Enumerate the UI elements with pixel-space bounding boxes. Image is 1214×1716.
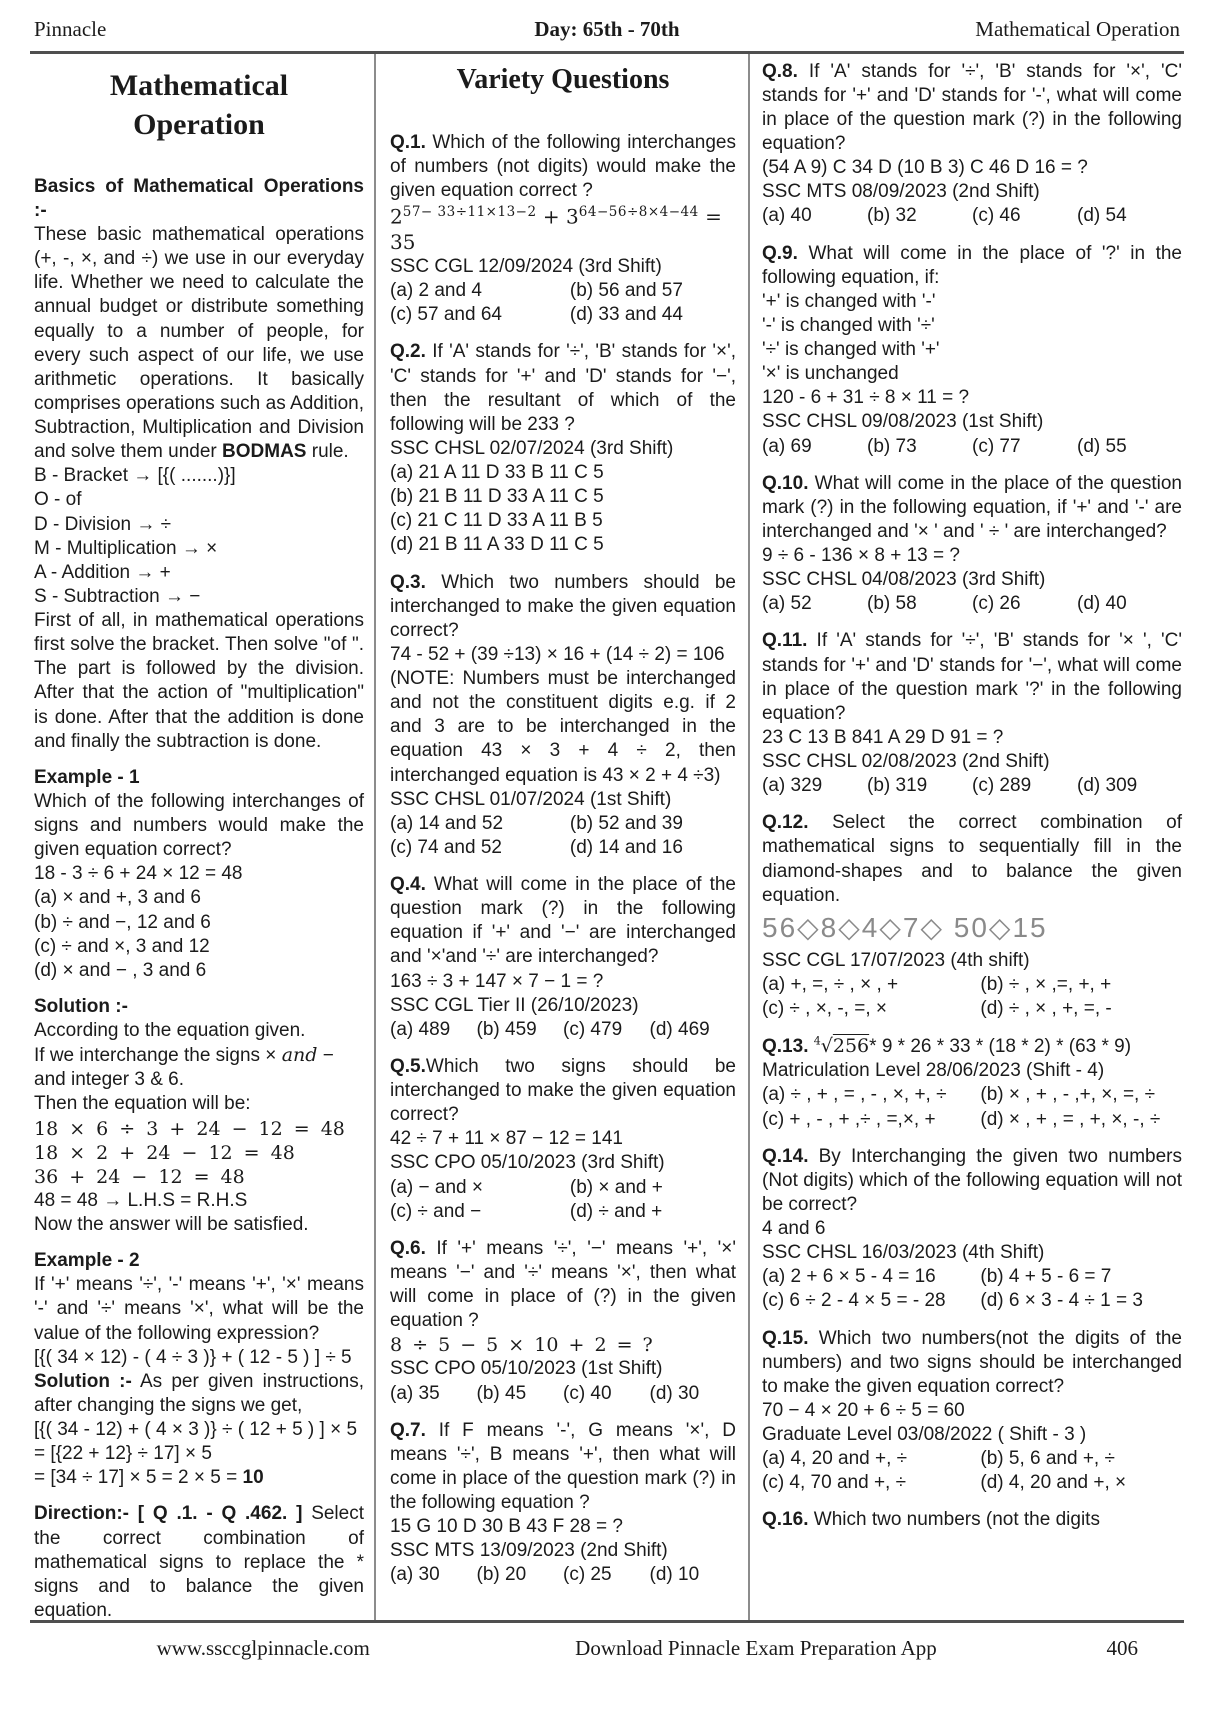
question-block-q6 (390, 1237, 736, 1406)
option-d: (d) 10 (649, 1564, 700, 1586)
question-number: Q.8. (762, 60, 798, 82)
question-text (762, 1034, 1182, 1059)
option-row (390, 1018, 736, 1042)
question-number: Q.5. (390, 1055, 426, 1077)
question-equation: 9 ÷ 6 - 136 × 8 + 13 = ? (762, 545, 960, 567)
page-header (0, 0, 1214, 51)
question-source: Matriculation Level 28/06/2023 (Shift - 4) (762, 1060, 1105, 1082)
question-number: Q.9. (762, 242, 798, 264)
question-source: SSC CHSL 04/08/2023 (3rd Shift) (762, 569, 1046, 591)
option-row (762, 1289, 1182, 1313)
column-middle (376, 54, 748, 1620)
question-equation: 15 G 10 D 30 B 43 F 28 = ? (390, 1516, 623, 1538)
variety-questions-title: Variety Questions (456, 63, 670, 95)
direction-text: Select the correct combination of mathematical signs to replace the * signs and to balance the given equation. (34, 1503, 364, 1620)
question-source: SSC CHSL 02/07/2024 (3rd Shift) (390, 437, 674, 459)
question-number: Q.6. (390, 1237, 426, 1259)
option-row (762, 774, 1182, 798)
option-c: (c) 57 and 64 (390, 304, 502, 326)
option-d: (d) 469 (649, 1018, 710, 1040)
question-block-q3 (390, 571, 736, 861)
option-b: (b) 319 (867, 775, 928, 797)
example1-option: (d) × and − , 3 and 6 (34, 959, 207, 981)
question-body: What will come in the place of '?' in the following equation, if: (762, 242, 1182, 288)
question-text (762, 472, 1182, 544)
option-b: (b) 21 B 11 D 33 A 11 C 5 (390, 486, 604, 508)
option-b: (b) × and + (569, 1176, 663, 1198)
option-a: (a) 4, 20 and +, ÷ (762, 1448, 908, 1470)
eq-exponent1: 57− 33÷11×13−2 (402, 203, 537, 220)
question-text (762, 1327, 1182, 1399)
question-text (762, 811, 1182, 908)
page-title-line1: Mathematical (109, 68, 289, 102)
direction-label: Direction:- [ Q .1. - Q .462. ] (34, 1503, 303, 1525)
solution1-math-line: 36 + 24 − 12 = 48 (34, 1165, 245, 1188)
option-row (390, 1200, 736, 1224)
option-a: (a) ÷ , + , = , - , ×, +, ÷ (762, 1084, 947, 1106)
page-footer (0, 1623, 1214, 1662)
question-number: Q.7. (390, 1419, 426, 1441)
option-d: (d) 55 (1077, 435, 1127, 457)
question-block-q16 (762, 1508, 1182, 1532)
option-d: (d) 33 and 44 (569, 304, 683, 326)
option-row (390, 303, 736, 327)
question-block-q12 (762, 811, 1182, 1021)
option-d: (d) 309 (1077, 775, 1138, 797)
example1-equation: 18 - 3 ÷ 6 + 24 × 12 = 48 (34, 863, 243, 885)
option-c: (c) 77 (972, 435, 1021, 457)
condition-line: '-' is changed with '÷' (762, 314, 935, 336)
example1-option: (c) ÷ and ×, 3 and 12 (34, 935, 210, 957)
condition-line: '÷' is changed with '+' (762, 339, 940, 361)
question-number: Q.16. (762, 1509, 809, 1531)
solution2-text: As per given instructions, after changing the signs we get, (34, 1370, 365, 1416)
question-block-q1 (390, 131, 736, 327)
option-b: (b) 459 (476, 1018, 537, 1040)
question-text (390, 340, 736, 437)
content-columns (30, 54, 1184, 1620)
question-equation: 74 - 52 + (39 ÷13) × 16 + (14 ÷ 2) = 106 (390, 643, 725, 665)
option-a: (a) 40 (762, 205, 812, 227)
question-equation: 120 - 6 + 31 ÷ 8 × 11 = ? (762, 387, 970, 409)
option-row (390, 1176, 736, 1200)
bodmas-line: B - Bracket → [{( .......)}] (34, 465, 236, 487)
basics-heading: Basics of Mathematical Operations :- (34, 175, 364, 221)
question-block-q4 (390, 873, 736, 1042)
given-numbers-line: 4 and 6 (762, 1218, 826, 1240)
option-c: (c) 479 (563, 1018, 623, 1040)
question-text (762, 60, 1182, 157)
option-b: (b) 32 (867, 205, 917, 227)
option-d: (d) 6 × 3 - 4 ÷ 1 = 3 (980, 1290, 1143, 1312)
example1-option: (a) × and +, 3 and 6 (34, 887, 201, 909)
option-row (762, 592, 1182, 616)
option-b: (b) 45 (476, 1382, 527, 1404)
option-c: (c) 40 (563, 1382, 612, 1404)
question-source: SSC CGL 17/07/2023 (4th shift) (762, 949, 1030, 971)
question-number: Q.4. (390, 874, 426, 896)
solution2-paragraph (34, 1370, 364, 1418)
option-c: (c) 74 and 52 (390, 836, 502, 858)
option-d: (d) 14 and 16 (569, 836, 683, 858)
option-row (762, 1447, 1182, 1471)
bodmas-line: D - Division → ÷ (34, 513, 172, 535)
option-b: (b) 52 and 39 (569, 812, 683, 834)
question-body: Which of the following interchanges of numbers (not digits) would make the given equation correct ? (390, 132, 736, 202)
solution1-and-italic: and (281, 1044, 318, 1067)
question-source: SSC CPO 05/10/2023 (1st Shift) (390, 1358, 663, 1380)
question-note: (NOTE: Numbers must be interchanged and not the constituent digits e.g. if 2 and 3 are to be interchanged in the equation 43 × 3 + 4 ÷ 2, then interchanged equation is 43 × 2 + 4 ÷3) (390, 668, 736, 786)
option-row (762, 1108, 1182, 1132)
question-block-q14 (762, 1145, 1182, 1314)
question-text (390, 1237, 736, 1334)
footer-page-number: 406 (1106, 1635, 1138, 1660)
solution1-line (34, 1043, 364, 1068)
solution1-line-part: If we interchange the signs × (34, 1045, 282, 1067)
solution1-conclusion: Now the answer will be satisfied. (34, 1214, 309, 1236)
question-body: Which two numbers(not the digits of the numbers) and two signs should be interchanged to make the given equation correct? (762, 1327, 1182, 1397)
page-title (34, 66, 364, 145)
column-left (30, 54, 374, 1620)
question-source: Graduate Level 03/08/2022 ( Shift - 3 ) (762, 1424, 1087, 1446)
option-b: (b) 56 and 57 (569, 280, 683, 302)
question-body: Select the correct combination of mathematical signs to sequentially fill in the diamond-shapes and to balance the given equation. (762, 812, 1182, 906)
header-chapter: Mathematical Operation (975, 17, 1180, 41)
option-row (762, 1083, 1182, 1107)
diamond-equation: 56◇8◇4◇7◇ 50◇15 (762, 911, 1048, 943)
option-a: (a) − and × (390, 1176, 483, 1198)
bodmas-line: A - Addition → + (34, 561, 171, 583)
question-source: SSC MTS 08/09/2023 (2nd Shift) (762, 181, 1040, 203)
solution1-math-line: 18 × 2 + 24 − 12 = 48 (34, 1141, 295, 1164)
option-b: (b) 4 + 5 - 6 = 7 (980, 1266, 1112, 1288)
question-text (762, 629, 1182, 726)
question-block-q8 (762, 60, 1182, 229)
basics-text: These basic mathematical operations (+, -, ×, and ÷) we use in our everyday life. Whether we need to calculate the annual budget or distribute something equally to a number of people, for every such aspect of our life, we use arithmetic operations. It basically comprises operations such as Addition, Subtraction, Multiplication and Division and solve them under (34, 224, 364, 463)
option-c: (c) ÷ and − (390, 1200, 482, 1222)
option-c: (c) + , - , + ,÷ , =,×, + (762, 1108, 936, 1130)
option-a: (a) 21 A 11 D 33 B 11 C 5 (390, 462, 604, 484)
option-a: (a) 14 and 52 (390, 812, 504, 834)
example1-option: (b) ÷ and −, 12 and 6 (34, 911, 211, 933)
option-a: (a) +, =, ÷ , × , + (762, 973, 899, 995)
question-source: SSC MTS 13/09/2023 (2nd Shift) (390, 1540, 668, 1562)
question-source: SSC CHSL 02/08/2023 (2nd Shift) (762, 751, 1050, 773)
option-c: (c) 4, 70 and +, ÷ (762, 1472, 907, 1494)
header-day-range: Day: 65th - 70th (534, 17, 680, 41)
option-d: (d) 54 (1077, 205, 1127, 227)
option-a: (a) 329 (762, 775, 823, 797)
basics-paragraph (34, 223, 364, 464)
solution1-line-part: − (317, 1045, 334, 1067)
option-d: (d) 30 (649, 1382, 700, 1404)
question-body: By Interchanging the given two numbers (Not digits) which of the following equation will not be correct? (762, 1145, 1182, 1215)
option-row (762, 204, 1182, 228)
question-text (390, 131, 736, 203)
question-body: If 'A' stands for '÷', 'B' stands for '×', 'C' stands for '+' and 'D' stands for '−', then the resultant of which of the following will be 233 ? (390, 341, 736, 435)
example2-text: If '+' means '÷', '-' means '+', '×' means '-' and '÷' means '×', what will be the value of the following expression? (34, 1274, 364, 1344)
page-title-line2: Operation (133, 108, 265, 142)
basics-text-tail: rule. (306, 441, 349, 463)
solution1-heading: Solution :- (34, 995, 128, 1017)
eq-exponent2: 64−56÷8×4−44 (578, 203, 699, 220)
footer-website: www.ssccglpinnacle.com (156, 1635, 370, 1660)
solution2-math-line: [{( 34 - 12) + ( 4 × 3 )} ÷ ( 12 + 5 ) ] × 5 (34, 1419, 358, 1441)
question-text (390, 873, 736, 970)
option-row (762, 1471, 1182, 1495)
option-c: (c) 46 (972, 205, 1021, 227)
option-d: (d) ÷ and + (569, 1200, 663, 1222)
solution2-heading: Solution :- (34, 1370, 132, 1392)
solution2-final-line (34, 1466, 364, 1490)
question-block-q13 (762, 1034, 1182, 1132)
question-body: If 'A' stands for '÷', 'B' stands for '× ', 'C' stands for '+' and 'D' stands for '−', what will come in place of the question mark '?' in the following equation? (762, 630, 1182, 724)
eq-tail: = 35 (390, 204, 722, 254)
option-row (390, 836, 736, 860)
option-c: (c) ÷ , ×, -, =, × (762, 998, 887, 1020)
solution1-line: and integer 3 & 6. (34, 1069, 184, 1091)
question-body: Which two numbers (not the digits (808, 1509, 1100, 1531)
option-d: (d) × , + , = , +, ×, -, ÷ (980, 1108, 1161, 1130)
option-c: (c) 26 (972, 593, 1021, 615)
option-b: (b) 5, 6 and +, ÷ (980, 1448, 1115, 1470)
order-paragraph: First of all, in mathematical operations first solve the bracket. Then solve "of ". The part is followed by the division. After that the action of "multiplication" is done. After that the addition is done and finally the subtraction is done. (34, 610, 364, 752)
option-d: (d) 21 B 11 A 33 D 11 C 5 (390, 534, 604, 556)
question-number: Q.13. (762, 1036, 809, 1058)
header-brand: Pinnacle (34, 17, 107, 41)
eq-base1: 2 (390, 204, 403, 229)
solution1-math-line: 18 × 6 ÷ 3 + 24 − 12 = 48 (34, 1117, 345, 1140)
option-c: (c) 289 (972, 775, 1032, 797)
eq-mid: + 3 (536, 204, 579, 229)
option-b: (b) 20 (476, 1564, 527, 1586)
option-row (762, 1265, 1182, 1289)
option-c: (c) 21 C 11 D 33 A 11 B 5 (390, 510, 603, 532)
option-a: (a) 30 (390, 1564, 440, 1586)
question-block-q10 (762, 472, 1182, 617)
option-b: (b) 73 (867, 435, 917, 457)
option-a: (a) 2 and 4 (390, 280, 482, 302)
question-number: Q.1. (390, 132, 426, 154)
option-a: (a) 69 (762, 435, 812, 457)
question-source: SSC CGL Tier II (26/10/2023) (390, 994, 639, 1016)
direction-paragraph (34, 1502, 364, 1619)
question-equation: 23 C 13 B 841 A 29 D 91 = ? (762, 726, 1004, 748)
solution2-math-line: = [{22 + 12} ÷ 17] × 5 (34, 1443, 212, 1465)
option-d: (d) ÷ , × , +, =, - (980, 998, 1112, 1020)
question-block-q2 (390, 340, 736, 557)
question-text (762, 1145, 1182, 1217)
solution1-lhs-rhs-line: 48 = 48 → L.H.S = R.H.S (34, 1189, 248, 1211)
question-number: Q.12. (762, 812, 809, 834)
question-body: If 'A' stands for '÷', 'B' stands for '×', 'C' stands for '+' and 'D' stands for '-', what will come in place of the question mark (?) in the following equation? (762, 60, 1182, 155)
option-a: (a) 2 + 6 × 5 - 4 = 16 (762, 1266, 936, 1288)
question-source: SSC CHSL 09/08/2023 (1st Shift) (762, 411, 1044, 433)
question-body: If F means '-', G means '×', D means '÷', B means '+', then what will come in place of the question mark (?) in the following equation ? (390, 1419, 736, 1514)
option-row (390, 1382, 736, 1406)
radical-value: 256 (832, 1035, 870, 1058)
example1-text: Which of the following interchanges of signs and numbers would make the given equation correct? (34, 790, 364, 861)
solution1-line: Then the equation will be: (34, 1093, 251, 1115)
question-equation: (54 A 9) C 34 D (10 B 3) C 46 D 16 = ? (762, 157, 1088, 179)
solution2-final-answer: 10 (242, 1467, 264, 1489)
column-right (750, 54, 1184, 1620)
bodmas-word: BODMAS (222, 441, 307, 463)
example2-equation: [{( 34 × 12) - ( 4 ÷ 3 )} + ( 12 - 5 ) ] ÷ 5 (34, 1346, 352, 1368)
question-number: Q.15. (762, 1327, 809, 1349)
option-row (390, 1563, 736, 1587)
question-equation: 163 ÷ 3 + 147 × 7 − 1 = ? (390, 970, 604, 992)
question-body: What will come in the place of the question mark (?) in the following equation if '+' and '−' are interchanged and '×'and '÷' are interchanged? (390, 874, 736, 968)
question-equation: 42 ÷ 7 + 11 × 87 − 12 = 141 (390, 1128, 623, 1150)
question-text (390, 1055, 736, 1127)
radical-index: 4 (813, 1034, 821, 1048)
option-a: (a) 489 (390, 1018, 451, 1040)
radical-expression: $^4$√256 (813, 1034, 870, 1058)
question-text (390, 1419, 736, 1516)
question-text (390, 571, 736, 643)
option-b: (b) 58 (867, 593, 917, 615)
option-c: (c) 25 (563, 1564, 612, 1586)
option-row (762, 435, 1182, 459)
question-body: What will come in the place of the question mark (?) in the following equation, if '+' and '-' are interchanged and '× ' and ' ÷ ' are interchanged? (762, 472, 1182, 542)
question-number: Q.11. (762, 630, 808, 652)
bodmas-line: S - Subtraction → − (34, 585, 201, 607)
bodmas-line: M - Multiplication → × (34, 537, 218, 559)
solution2-final-pre: = [34 ÷ 17] × 5 = 2 × 5 = (34, 1467, 243, 1489)
condition-line: '+' is changed with '-' (762, 290, 936, 312)
question-equation-tail: * 9 * 26 * 33 * (18 * 2) * (63 * 9) (869, 1036, 1132, 1058)
question-block-q11 (762, 629, 1182, 798)
question-body: If '+' means '÷', '−' means '+', '×' means '−' and '÷' means '×', then what will come in place of (?) in the given equation ? (390, 1237, 736, 1332)
example2-heading: Example - 2 (34, 1250, 140, 1272)
question-block-q5 (390, 1055, 736, 1224)
option-c: (c) 6 ÷ 2 - 4 × 5 = - 28 (762, 1290, 946, 1312)
question-text (762, 1508, 1182, 1532)
question-block-q7 (390, 1419, 736, 1588)
question-source: SSC CPO 05/10/2023 (3rd Shift) (390, 1152, 665, 1174)
condition-line: '×' is unchanged (762, 363, 899, 385)
question-number: Q.10. (762, 472, 809, 494)
question-source: SSC CHSL 01/07/2024 (1st Shift) (390, 788, 672, 810)
question-block-q9 (762, 242, 1182, 459)
question-number: Q.3. (390, 571, 426, 593)
question-equation: 70 − 4 × 20 + 6 ÷ 5 = 60 (762, 1399, 965, 1421)
question-source: SSC CHSL 16/03/2023 (4th Shift) (762, 1242, 1045, 1264)
question-equation: 8 ÷ 5 − 5 × 10 + 2 = ? (390, 1334, 653, 1357)
option-a: (a) 52 (762, 593, 812, 615)
solution1-line: According to the equation given. (34, 1020, 306, 1042)
question-number: Q.14. (762, 1145, 809, 1167)
option-row (390, 279, 736, 303)
bodmas-line: O - of (34, 489, 82, 511)
question-body: Which two numbers should be interchanged to make the given equation correct? (390, 571, 736, 641)
question-text (762, 242, 1182, 290)
question-number: Q.2. (390, 341, 426, 363)
option-row (390, 812, 736, 836)
option-d: (d) 4, 20 and +, × (980, 1472, 1127, 1494)
example1-heading: Example - 1 (34, 766, 140, 788)
option-b: (b) ÷ , × ,=, +, + (980, 973, 1112, 995)
question-source: SSC CGL 12/09/2024 (3rd Shift) (390, 256, 662, 278)
question-body: Which two signs should be interchanged to make the given equation correct? (390, 1055, 736, 1126)
option-b: (b) × , + , - ,+, ×, =, ÷ (980, 1084, 1156, 1106)
option-row (762, 973, 1182, 997)
question-equation (390, 204, 736, 255)
option-a: (a) 35 (390, 1382, 440, 1404)
question-block-q15 (762, 1327, 1182, 1496)
option-d: (d) 40 (1077, 593, 1127, 615)
option-row (762, 997, 1182, 1021)
footer-app-text: Download Pinnacle Exam Preparation App (575, 1635, 937, 1660)
